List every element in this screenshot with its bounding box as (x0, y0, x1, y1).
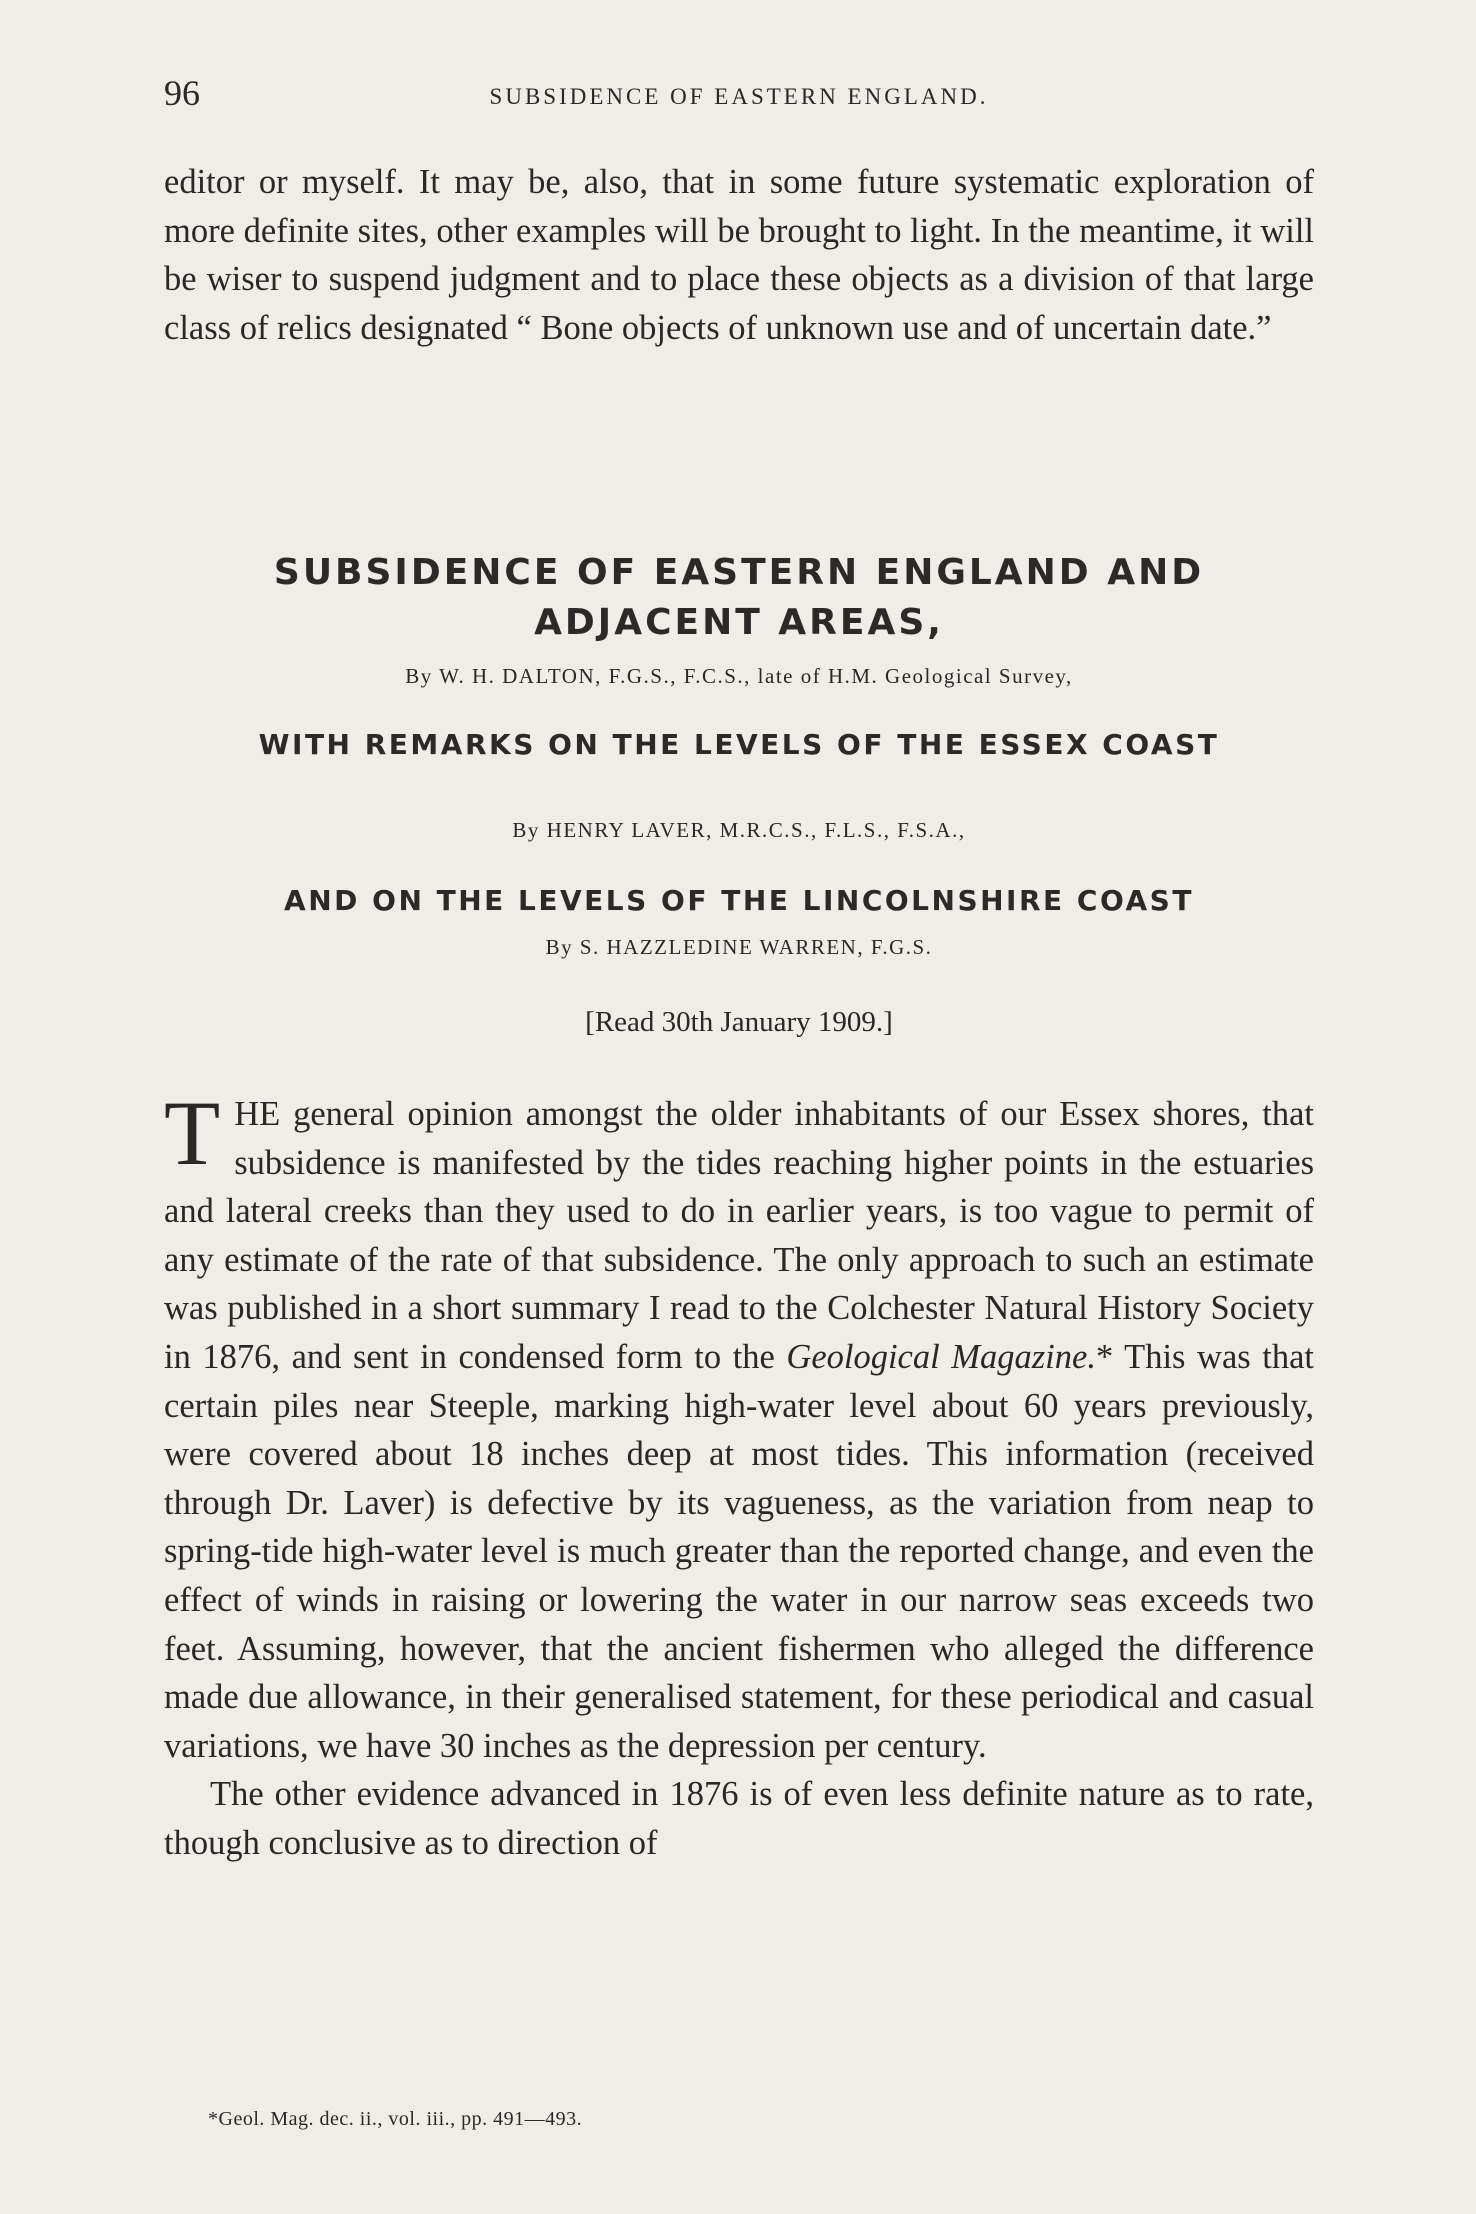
article-title-line1: SUBSIDENCE OF EASTERN ENGLAND AND (273, 552, 1205, 593)
byline-laver: By HENRY LAVER, M.R.C.S., F.L.S., F.S.A., (512, 818, 966, 842)
page-number: 96 (164, 73, 200, 113)
body-p1-continued: * This was that certain piles near Steeple, marking high-water level about 60 years previously, were covered about 18 inches deep at most tides. This information (received through Dr. Laver) is defective by its vagueness, as the variation from neap to spring-tide high-water level is much greater than the reported change, and even the effect of winds in raising or lowering the water in our narrow seas exceeds two feet. Assuming, however, that the ancient fishermen who alleged the difference made due allowance, in their generalised statement, for these periodical and casual variations, we have 30 inches as the depression per century. (164, 1337, 1314, 1765)
body-paragraph-1 (164, 1082, 1314, 1770)
read-date: [Read 30th January 1909.] (585, 1006, 893, 1038)
footnote: *Geol. Mag. dec. ii., vol. iii., pp. 491—493. (208, 2108, 583, 2130)
page-header (164, 72, 1314, 122)
subtitle-essex: WITH REMARKS ON THE LEVELS OF THE ESSEX COAST (258, 728, 1220, 761)
body-p1-text: HE general opinion amongst the older inhabitants of our Essex shores, that subsidence is manifested by the tides reaching higher points in the estuaries and lateral creeks than they used to do in earlier years, is too vague to permit of any estimate of the rate of that subsidence. The only approach to such an estimate was published in a short summary I read to the Colchester Natural History Society in 1876, and sent in condensed form to the (164, 1095, 1314, 1376)
running-title: SUBSIDENCE OF EASTERN ENGLAND. (489, 84, 989, 109)
article-title-line2: ADJACENT AREAS, (534, 602, 944, 643)
drop-cap: T (164, 1082, 221, 1184)
subtitle-lincolnshire: AND ON THE LEVELS OF THE LINCOLNSHIRE COAST (284, 884, 1194, 917)
byline-warren: By S. HAZZLEDINE WARREN, F.G.S. (545, 935, 933, 959)
byline-dalton: By W. H. DALTON, F.G.S., F.C.S., late of H.M. Geological Survey, (405, 664, 1073, 688)
article-body (164, 1082, 1314, 1868)
article-title (164, 548, 1314, 648)
body-paragraph-2: The other evidence advanced in 1876 is of even less definite nature as to rate, though conclusive as to direction of (164, 1775, 1314, 1862)
journal-title: Geological Magazine. (786, 1337, 1096, 1376)
intro-text: editor or myself. It may be, also, that in some future systematic exploration of more definite sites, other examples will be brought to light. In the meantime, it will be wiser to suspend judgment and to place these objects as a division of that large class of relics designated “ Bone objects of unknown use and of uncertain date.” (164, 163, 1314, 347)
intro-paragraph (164, 158, 1314, 352)
